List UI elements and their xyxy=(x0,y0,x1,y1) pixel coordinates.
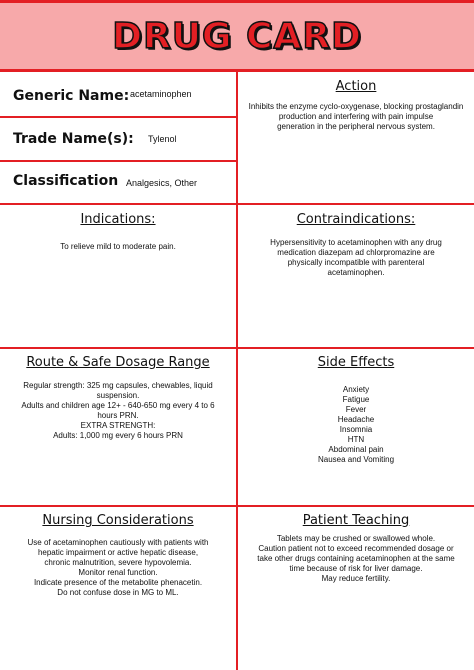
teaching-title: Patient Teaching xyxy=(302,513,410,528)
nursing-body: Use of acetaminophen cautiously with patients with hepatic impairment or active hepatic disease, chronic malnutrition, severe hypovolemia. Monitor renal function. Indicate presence of the metabolite phenacetin. Do not confuse dose in MG to ML. xyxy=(27,538,209,597)
divider-left-2 xyxy=(0,160,237,162)
indications-body: To relieve mild to moderate pain. xyxy=(60,242,176,251)
indications-title: Indications: xyxy=(80,212,156,227)
contraindications-title: Contraindications: xyxy=(296,212,416,227)
side-effects-title: Side Effects xyxy=(317,355,395,370)
generic-name-label: Generic Name: xyxy=(13,88,130,104)
action-title: Action xyxy=(335,79,377,94)
trade-name-value: Tylenol xyxy=(148,134,177,144)
teaching-body: Tablets may be crushed or swallowed whole. Caution patient not to exceed recommended dosage or take other drugs containing acetaminophen at the same time because of risk for liver damage. May reduce fertility. xyxy=(257,534,455,583)
dosage-title: Route & Safe Dosage Range xyxy=(26,355,210,370)
divider-row-3 xyxy=(0,505,474,507)
classification-label: Classification xyxy=(13,173,119,189)
generic-name-value: acetaminophen xyxy=(130,89,192,99)
divider-row-1 xyxy=(0,203,474,205)
classification-value: Analgesics, Other xyxy=(126,178,198,188)
header-banner xyxy=(0,0,474,72)
nursing-title: Nursing Considerations xyxy=(42,513,194,528)
page-title: DRUG CARD xyxy=(112,15,362,57)
side-effects-body: Anxiety Fatigue Fever Headache Insomnia HTN Abdominal pain Nausea and Vomiting xyxy=(317,385,395,464)
contraindications-body: Hypersensitivity to acetaminophen with any drug medication diazepam ad chlorpromazine are physically incompatible with parenteral acetaminophen. xyxy=(270,238,442,277)
divider-left-1 xyxy=(0,116,237,118)
divider-row-2 xyxy=(0,347,474,349)
trade-name-label: Trade Name(s): xyxy=(13,131,134,147)
action-body: Inhibits the enzyme cyclo-oxygenase, blocking prostaglandin production and interfering with pain impulse generation in the peripheral nervous system. xyxy=(248,102,464,131)
dosage-body: Regular strength: 325 mg capsules, chewables, liquid suspension. Adults and children age 12+ - 640-650 mg every 4 to 6 hours PRN. EXTRA STRENGTH: Adults: 1,000 mg every 6 hours PRN xyxy=(21,381,215,440)
